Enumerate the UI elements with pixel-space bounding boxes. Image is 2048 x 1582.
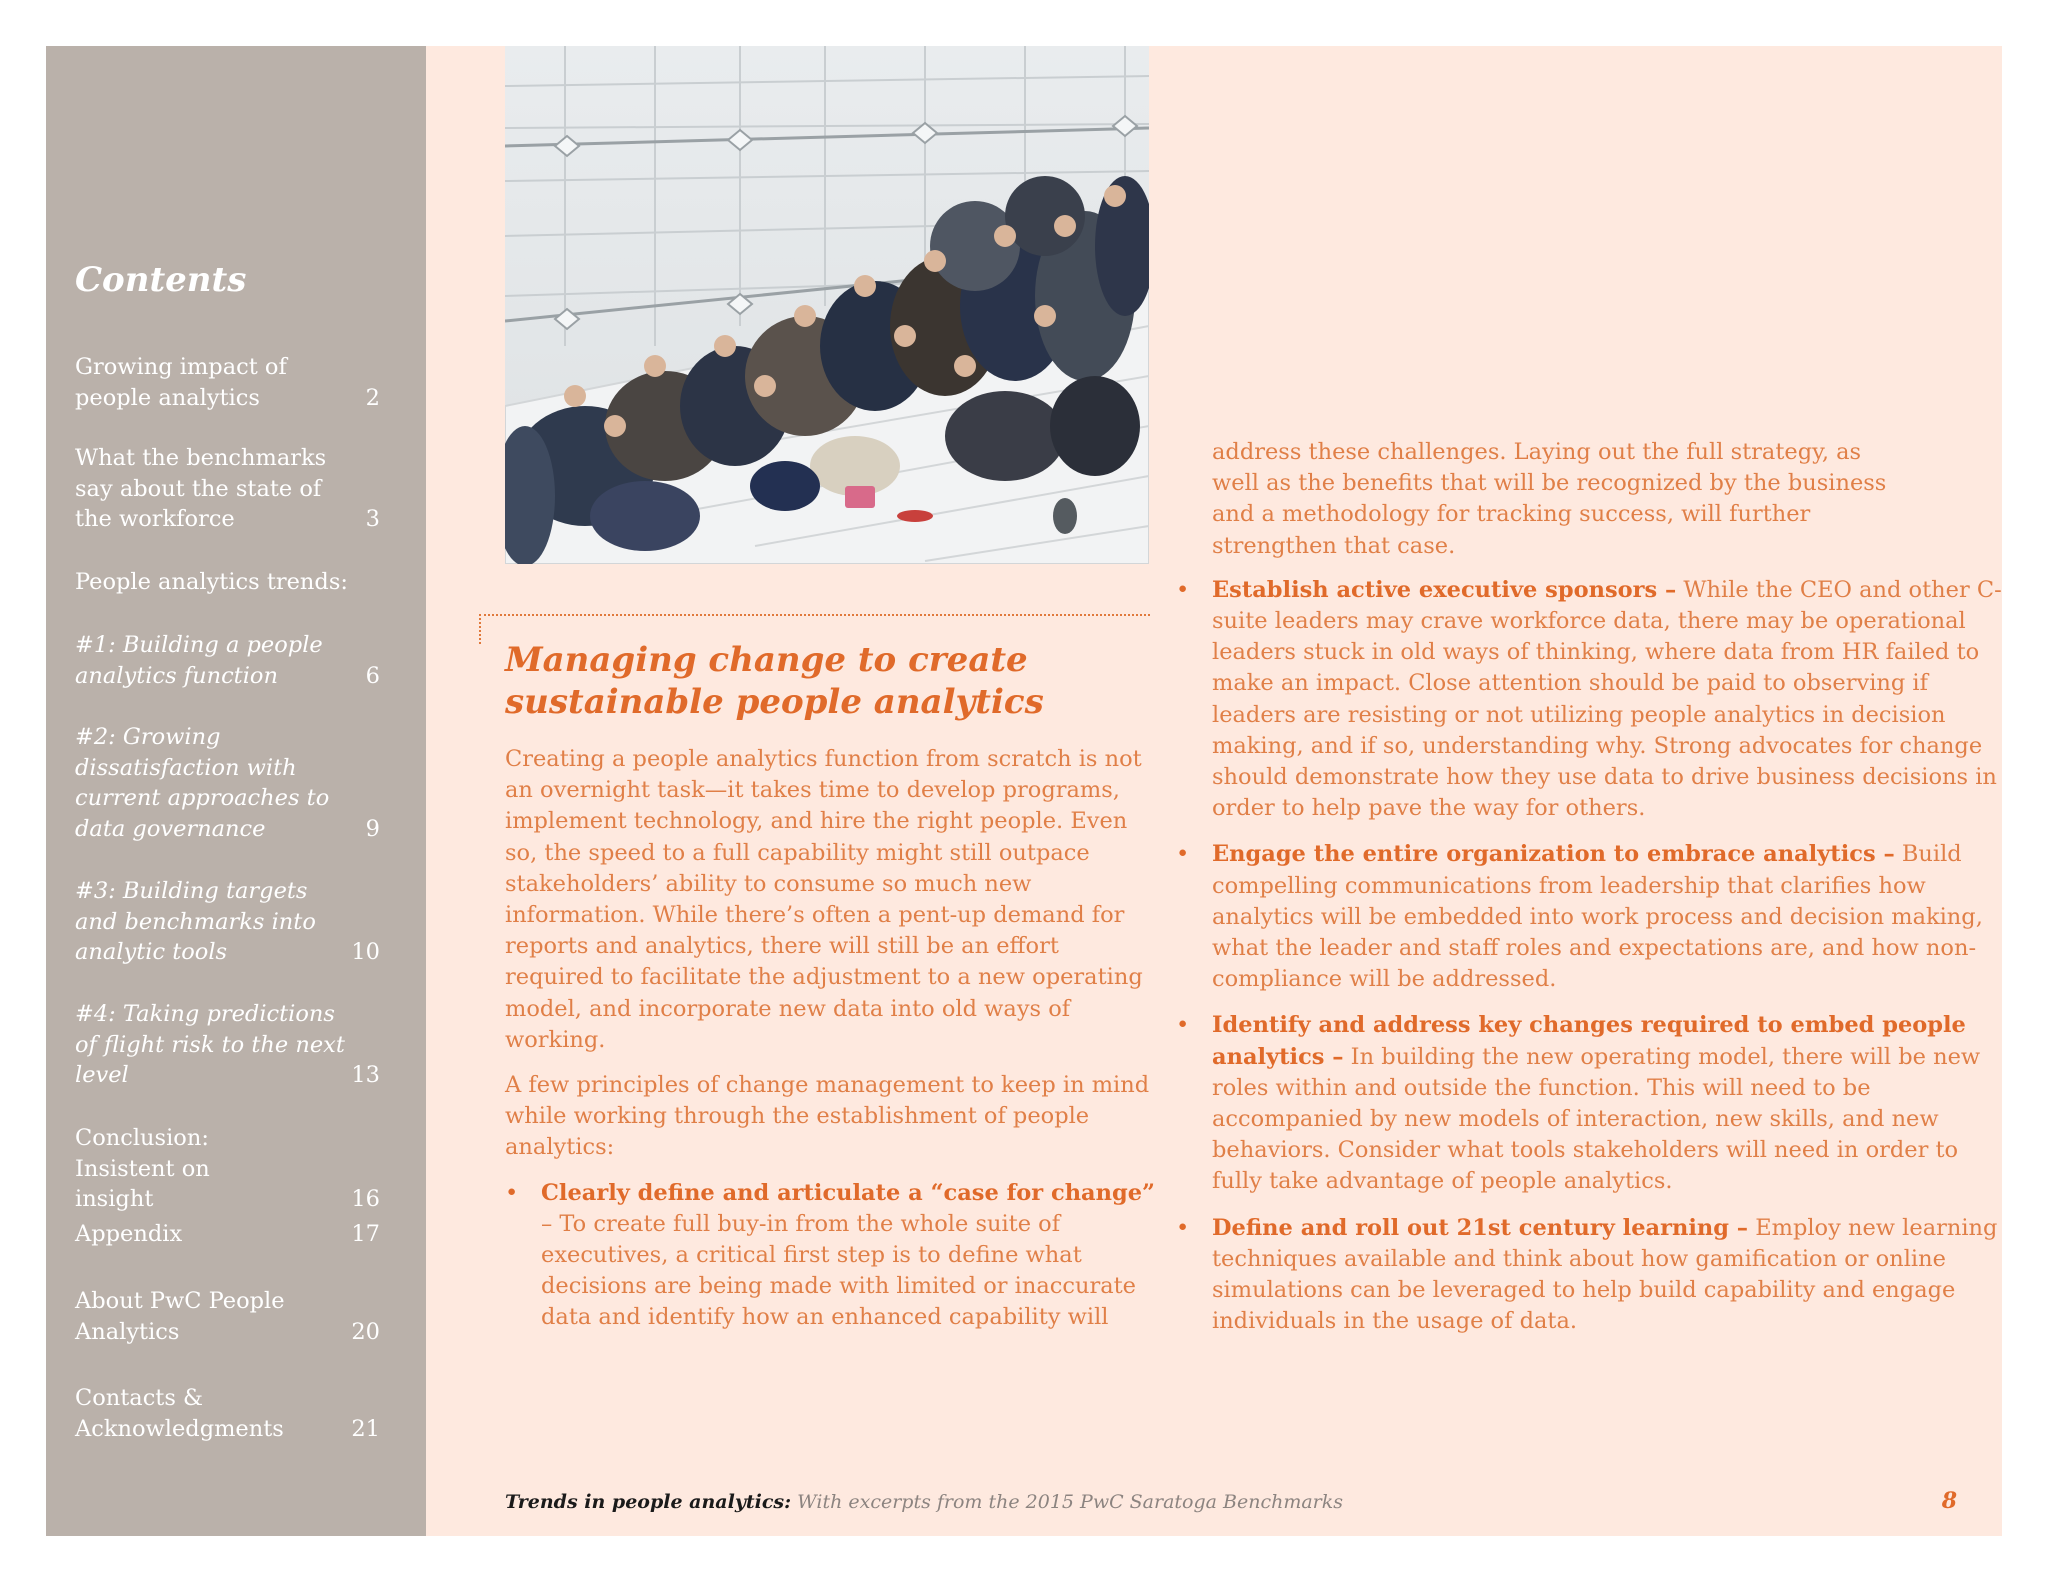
page — [46, 46, 2002, 1536]
footer-subtitle: With excerpts from the 2015 PwC Saratoga Benchmarks — [791, 1491, 1344, 1513]
toc-item-label: #4: Taking predictions of flight risk to the next level — [75, 1001, 345, 1088]
principle-title: Identify and address key changes required to embed people analytics – — [1212, 1012, 1966, 1070]
principle-item — [1176, 575, 2002, 825]
section-divider — [479, 614, 1150, 616]
toc-item-label: #3: Building targets and benchmarks into analytic tools — [75, 878, 316, 965]
toc-item-label: Growing impact of people analytics — [75, 354, 287, 411]
people-on-steps-illustration — [505, 46, 1149, 564]
principle-item — [1176, 1010, 2002, 1197]
toc-item-trend-3[interactable] — [75, 876, 380, 968]
principle-title: Establish active executive sponsors – — [1212, 576, 1677, 603]
principle-continuation: address these challenges. Laying out the full strategy, as well as the benefits that will be recognized by the business and a methodology for tracking success, will further strengthen that case. — [1212, 439, 1887, 559]
toc-item-conclusion[interactable] — [75, 1123, 380, 1215]
principle-body: While the CEO and other C-suite leaders may crave workforce data, there may be operational leaders stuck in old ways of thinking, where data from HR failed to make an impact. Close attention should be paid to observing if leaders are resisting or not utilizing people analytics in decision making, and if so, understanding why. Strong advocates for change should demonstrate how they use data to drive business decisions in order to help pave the way for others. — [1212, 576, 2002, 822]
toc-item-label: About PwC People Analytics — [75, 1288, 285, 1345]
toc-item-appendix[interactable] — [75, 1219, 380, 1250]
footer-title: Trends in people analytics: — [505, 1491, 792, 1513]
section-divider-tick — [479, 614, 481, 644]
principle-title: Clearly define and articulate a “case for change” — [541, 1179, 1155, 1206]
toc-item-label: What the benchmarks say about the state of the workforce — [75, 445, 327, 532]
toc-item-trends-heading[interactable] — [75, 567, 380, 598]
toc-item-label: #2: Growing dissatisfaction with current approaches to data governance — [75, 724, 330, 842]
toc-item-page: 21 — [351, 1415, 380, 1442]
toc-item-growing-impact[interactable] — [75, 352, 380, 413]
toc-item-page: 17 — [351, 1221, 380, 1247]
toc-item-page: 20 — [351, 1318, 380, 1345]
page-number: 8 — [1941, 1488, 1957, 1514]
principle-body: Build compelling communications from leadership that clarifies how analytics will be embedded into work process and decision making, what the leader and staff roles and expectations are, and how non-compliance will be addressed. — [1212, 841, 1983, 993]
toc-item-page: 9 — [365, 815, 380, 842]
toc-item-label: #1: Building a people analytics function — [75, 632, 323, 689]
toc-item-label: Contacts & Acknowledgments — [75, 1385, 284, 1442]
principle-item — [1176, 839, 2002, 995]
section-heading: Managing change to create sustainable people analytics — [505, 640, 1044, 722]
toc-item-page: 10 — [351, 939, 380, 965]
principle-body: Employ new learning techniques available and think about how gamification or online simulations can be leveraged to help build capability and engage individuals in the usage of data. — [1212, 1214, 1998, 1335]
article-column-right — [1212, 437, 2002, 1352]
page-footer — [505, 1488, 1957, 1514]
toc-item-trend-1[interactable] — [75, 630, 380, 691]
toc-item-about[interactable] — [75, 1286, 380, 1347]
contents-title: Contents — [75, 260, 247, 300]
toc-item-page: 13 — [351, 1062, 380, 1088]
toc-item-benchmarks[interactable] — [75, 443, 380, 535]
people-on-steps-photo — [505, 46, 1149, 564]
principles-list-continued — [1176, 575, 2002, 1338]
toc-item-page: 2 — [365, 384, 380, 411]
principle-item — [505, 1178, 1160, 1334]
toc-item-page: 3 — [365, 506, 380, 532]
toc-item-page: 16 — [351, 1186, 380, 1212]
principle-body: – To create full buy-in from the whole suite of executives, a critical first step is to define what decisions are being made with limited or inaccurate data and identify how an enhanced capability will — [541, 1210, 1136, 1331]
contents-sidebar — [46, 46, 426, 1536]
toc-item-trend-2[interactable] — [75, 722, 380, 844]
principles-list — [505, 1178, 1160, 1334]
toc-item-label: Conclusion: Insistent on insight — [75, 1125, 210, 1212]
toc-item-contacts[interactable] — [75, 1383, 380, 1444]
principle-title: Define and roll out 21st century learning – — [1212, 1214, 1749, 1241]
intro-paragraph: Creating a people analytics function from scratch is not an overnight task—it takes time to develop programs, implement technology, and hire the right people. Even so, the speed to a full capability might still outpace stakeholders’ ability to consume so much new information. While there’s often a pent-up demand for reports and analytics, there will still be an effort required to facilitate the adjustment to a new operating model, and incorporate new data into old ways of working. — [505, 746, 1143, 1053]
toc-item-trend-4[interactable] — [75, 999, 380, 1091]
principles-lead-in: A few principles of change management to keep in mind while working through the establishment of people analytics: — [505, 1072, 1150, 1161]
principle-body: In building the new operating model, there will be new roles within and outside the function. This will need to be accompanied by new models of interaction, new skills, and new behaviors. Consider what tools stakeholders will need in order to fully take advantage of people analytics. — [1212, 1043, 1981, 1195]
toc-item-label: Appendix — [75, 1221, 183, 1247]
principle-title: Engage the entire organization to embrace analytics – — [1212, 841, 1895, 868]
toc-item-label: People analytics trends: — [75, 569, 348, 595]
article-column-left — [505, 744, 1160, 1349]
principle-item — [1176, 1213, 2002, 1338]
toc-item-page: 6 — [365, 662, 380, 689]
